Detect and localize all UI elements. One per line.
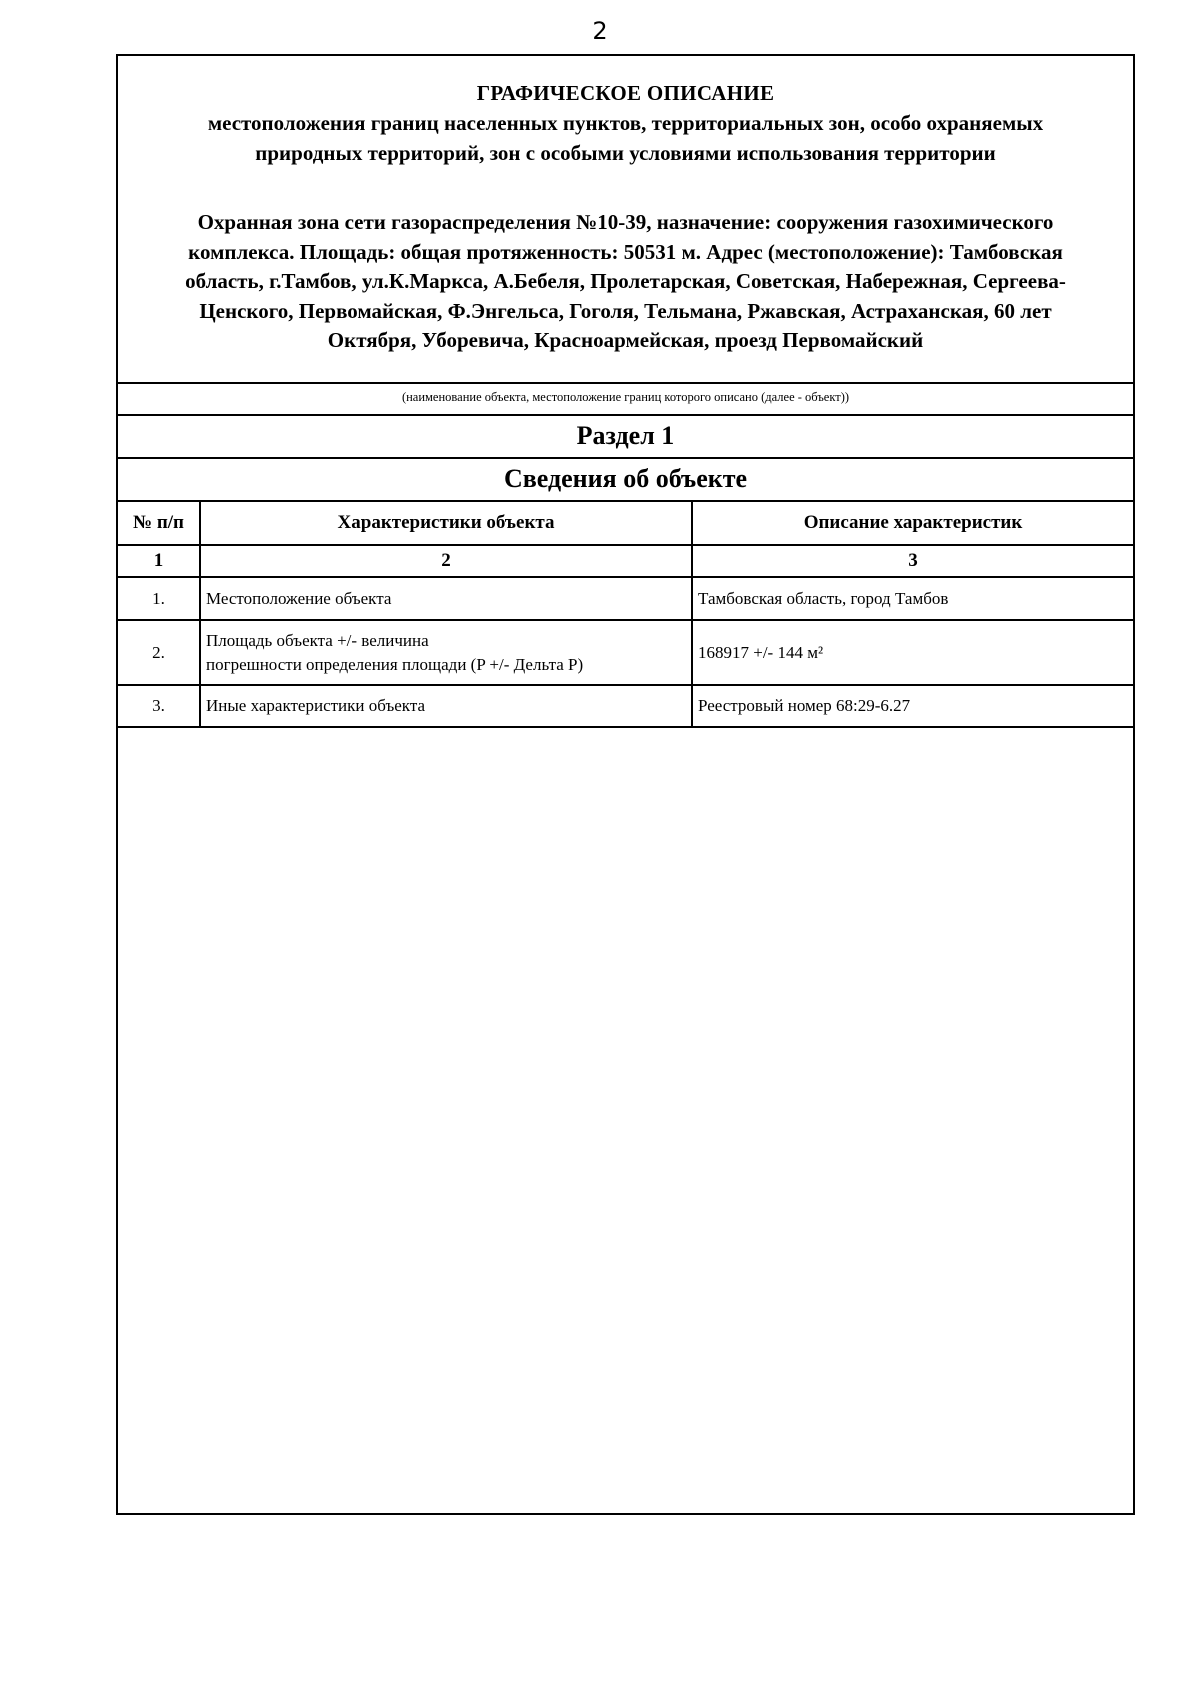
row-characteristic bbox=[200, 685, 692, 727]
column-number: 1 bbox=[118, 545, 200, 577]
document-frame bbox=[116, 54, 1135, 1515]
table-row bbox=[118, 685, 1133, 727]
row-number: 1. bbox=[118, 577, 200, 620]
object-name-line: комплекса. Площадь: общая протяженность: 50531 м. Адрес (местоположение): Тамбовская bbox=[188, 239, 1063, 264]
table-header-row bbox=[118, 502, 1133, 545]
object-caption: (наименование объекта, местоположение границ которого описано (далее - объект)) bbox=[118, 382, 1133, 416]
header-cell-number: № п/п bbox=[118, 502, 200, 545]
document-subtitle-line: местоположения границ населенных пунктов, территориальных зон, особо охраняемых bbox=[207, 111, 1044, 135]
object-info-table bbox=[118, 502, 1133, 728]
section-title: Раздел 1 bbox=[118, 416, 1133, 459]
row-characteristic bbox=[200, 577, 692, 620]
row-characteristic bbox=[200, 620, 692, 685]
characteristic-line: Площадь объекта +/- величина bbox=[206, 630, 429, 650]
column-number-row bbox=[118, 545, 1133, 577]
table-row bbox=[118, 577, 1133, 620]
document-header bbox=[118, 56, 1133, 382]
document-subtitle bbox=[138, 108, 1113, 168]
row-number: 3. bbox=[118, 685, 200, 727]
header-cell-description: Описание характеристик bbox=[692, 502, 1133, 545]
row-description: Тамбовская область, город Тамбов bbox=[692, 577, 1133, 620]
row-number: 2. bbox=[118, 620, 200, 685]
column-number: 3 bbox=[692, 545, 1133, 577]
document-title: ГРАФИЧЕСКОЕ ОПИСАНИЕ bbox=[476, 81, 775, 105]
object-name-line: Охранная зона сети газораспределения №10-39, назначение: сооружения газохимического bbox=[197, 210, 1054, 234]
header-cell-characteristic: Характеристики объекта bbox=[200, 502, 692, 545]
page-number: 2 bbox=[592, 17, 608, 45]
object-name-line: область, г.Тамбов, ул.К.Маркса, А.Бебеля, Пролетарская, Советская, Набережная, Сергеева- bbox=[185, 269, 1066, 293]
row-description: 168917 +/- 144 м² bbox=[692, 620, 1133, 685]
row-description: Реестровый номер 68:29-6.27 bbox=[692, 685, 1133, 727]
object-name bbox=[138, 208, 1113, 356]
section-subtitle: Сведения об объекте bbox=[118, 459, 1133, 502]
object-name-line: Октября, Уборевича, Красноармейская, проезд Первомайский bbox=[327, 328, 924, 352]
characteristic-line: Местоположение объекта bbox=[206, 588, 392, 608]
object-name-line: Ценского, Первомайская, Ф.Энгельса, Гоголя, Тельмана, Ржавская, Астраханская, 60 лет bbox=[199, 298, 1052, 323]
column-number: 2 bbox=[200, 545, 692, 577]
characteristic-line: погрешности определения площади (P +/- Дельта P) bbox=[206, 654, 584, 674]
table-row bbox=[118, 620, 1133, 685]
document-subtitle-line: природных территорий, зон с особыми условиями использования территории bbox=[255, 141, 996, 165]
characteristic-line: Иные характеристики объекта bbox=[206, 696, 426, 715]
